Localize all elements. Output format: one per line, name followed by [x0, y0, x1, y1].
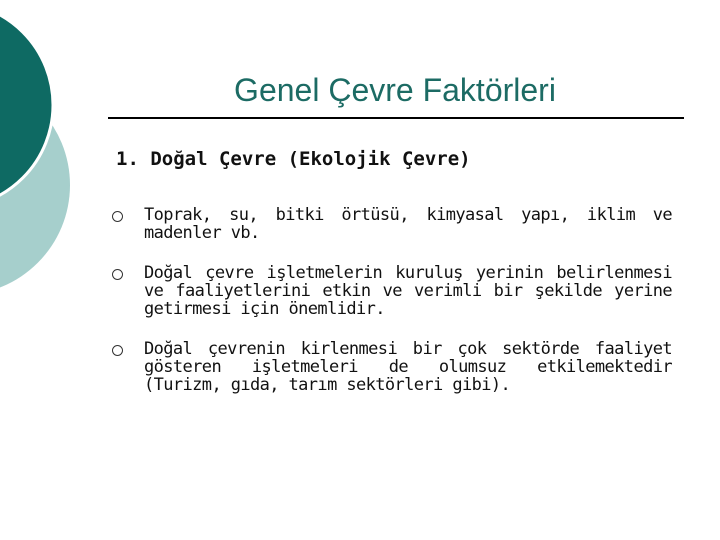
bullet-item — [112, 340, 672, 394]
title-divider — [108, 117, 684, 119]
bullet-list — [112, 206, 672, 416]
circle-bullet-icon — [112, 269, 123, 280]
bullet-text: Doğal çevre işletmelerin kuruluş yerinin belirlenmesi ve faaliyetlerini etkin ve verimli bir şekilde yerine getirmesi için önemlidir. — [144, 263, 672, 319]
bullet-text: Doğal çevrenin kirlenmesi bir çok sektörde faaliyet gösteren işletmeleri de olumsuz etkilemektedir (Turizm, gıda, tarım sektörleri gibi). — [144, 339, 672, 395]
decorative-circles — [0, 0, 90, 300]
bullet-text: Toprak, su, bitki örtüsü, kimyasal yapı, iklim ve madenler vb. — [144, 205, 672, 243]
circle-bullet-icon — [112, 345, 123, 356]
section-heading: 1. Doğal Çevre (Ekolojik Çevre) — [116, 148, 471, 170]
bullet-item — [112, 206, 672, 242]
slide-title: Genel Çevre Faktörleri — [234, 72, 556, 108]
circle-bullet-icon — [112, 211, 123, 222]
bullet-item — [112, 264, 672, 318]
